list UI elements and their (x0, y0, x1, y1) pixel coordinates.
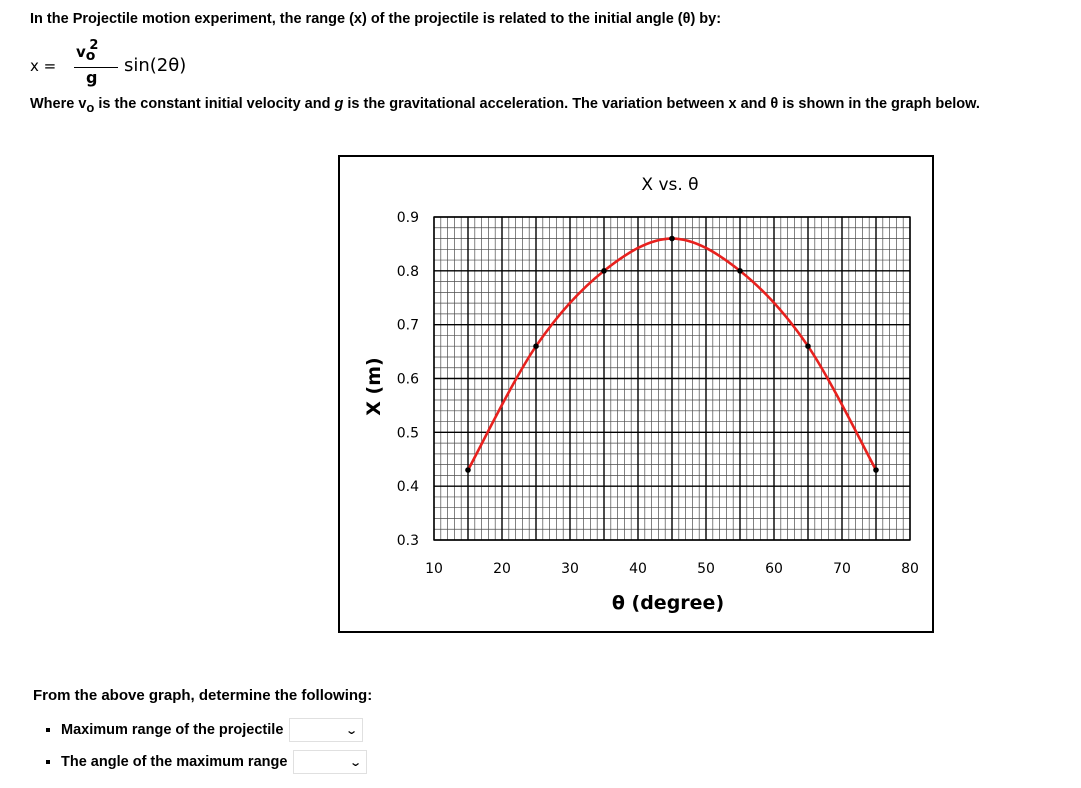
data-point (737, 268, 743, 274)
where-g: g (334, 96, 344, 112)
formula-sin-term: sin(2θ) (124, 55, 187, 76)
y-tick-label: 0.8 (396, 263, 419, 280)
chevron-down-icon: ⌄ (345, 724, 359, 737)
questions-title: From the above graph, determine the following: (33, 687, 373, 704)
x-axis-label: θ (degree) (611, 592, 725, 614)
where-text (30, 96, 980, 115)
max-angle-dropdown[interactable] (293, 750, 367, 774)
x-tick-label: 60 (765, 561, 783, 577)
y-axis-label: X (m) (363, 357, 385, 416)
chevron-down-icon: ⌄ (349, 756, 363, 769)
formula-lhs: x = (30, 57, 57, 75)
numerator-subscript: o (85, 48, 96, 64)
y-tick-label: 0.3 (396, 533, 419, 549)
data-point (669, 236, 675, 242)
formula-numerator (76, 38, 98, 64)
x-tick-label: 70 (833, 561, 851, 577)
data-point (805, 343, 811, 349)
where-part-b: is the constant initial velocity and (94, 96, 335, 112)
where-subscript: o (86, 99, 95, 115)
x-tick-label: 50 (697, 561, 715, 577)
x-tick-label: 10 (425, 561, 443, 577)
bullet-icon (46, 728, 50, 732)
chart-frame (338, 155, 934, 633)
intro-text: In the Projectile motion experiment, the range (x) of the projectile is related to the initial angle (θ) by: (30, 11, 722, 27)
where-part-c: is the gravitational acceleration. The variation between x and θ is shown in the graph below. (343, 96, 980, 112)
y-tick-label: 0.7 (396, 317, 419, 334)
x-tick-label: 20 (493, 561, 511, 577)
formula-denominator: g (86, 68, 98, 87)
bullet-icon (46, 760, 50, 764)
numerator-base: v (76, 43, 86, 61)
range-vs-angle-chart (340, 157, 932, 631)
data-point (465, 467, 471, 473)
y-tick-label: 0.9 (396, 210, 419, 226)
y-tick-label: 0.5 (396, 425, 419, 442)
max-range-dropdown[interactable] (289, 718, 363, 742)
data-point (533, 343, 539, 349)
question-label: Maximum range of the projectile (61, 722, 284, 738)
where-part-a: Where v (30, 96, 87, 112)
chart-title: X vs. θ (641, 175, 699, 195)
question-label: The angle of the maximum range (61, 754, 288, 770)
x-tick-label: 80 (901, 561, 919, 577)
numerator-exponent: 2 (89, 38, 99, 53)
x-tick-label: 30 (561, 561, 579, 577)
y-tick-label: 0.6 (396, 371, 419, 388)
question-item-max-angle (46, 750, 367, 774)
x-tick-label: 40 (629, 561, 647, 577)
data-point (601, 268, 607, 274)
y-tick-label: 0.4 (396, 479, 419, 496)
data-point (873, 467, 879, 473)
question-item-max-range (46, 718, 363, 742)
